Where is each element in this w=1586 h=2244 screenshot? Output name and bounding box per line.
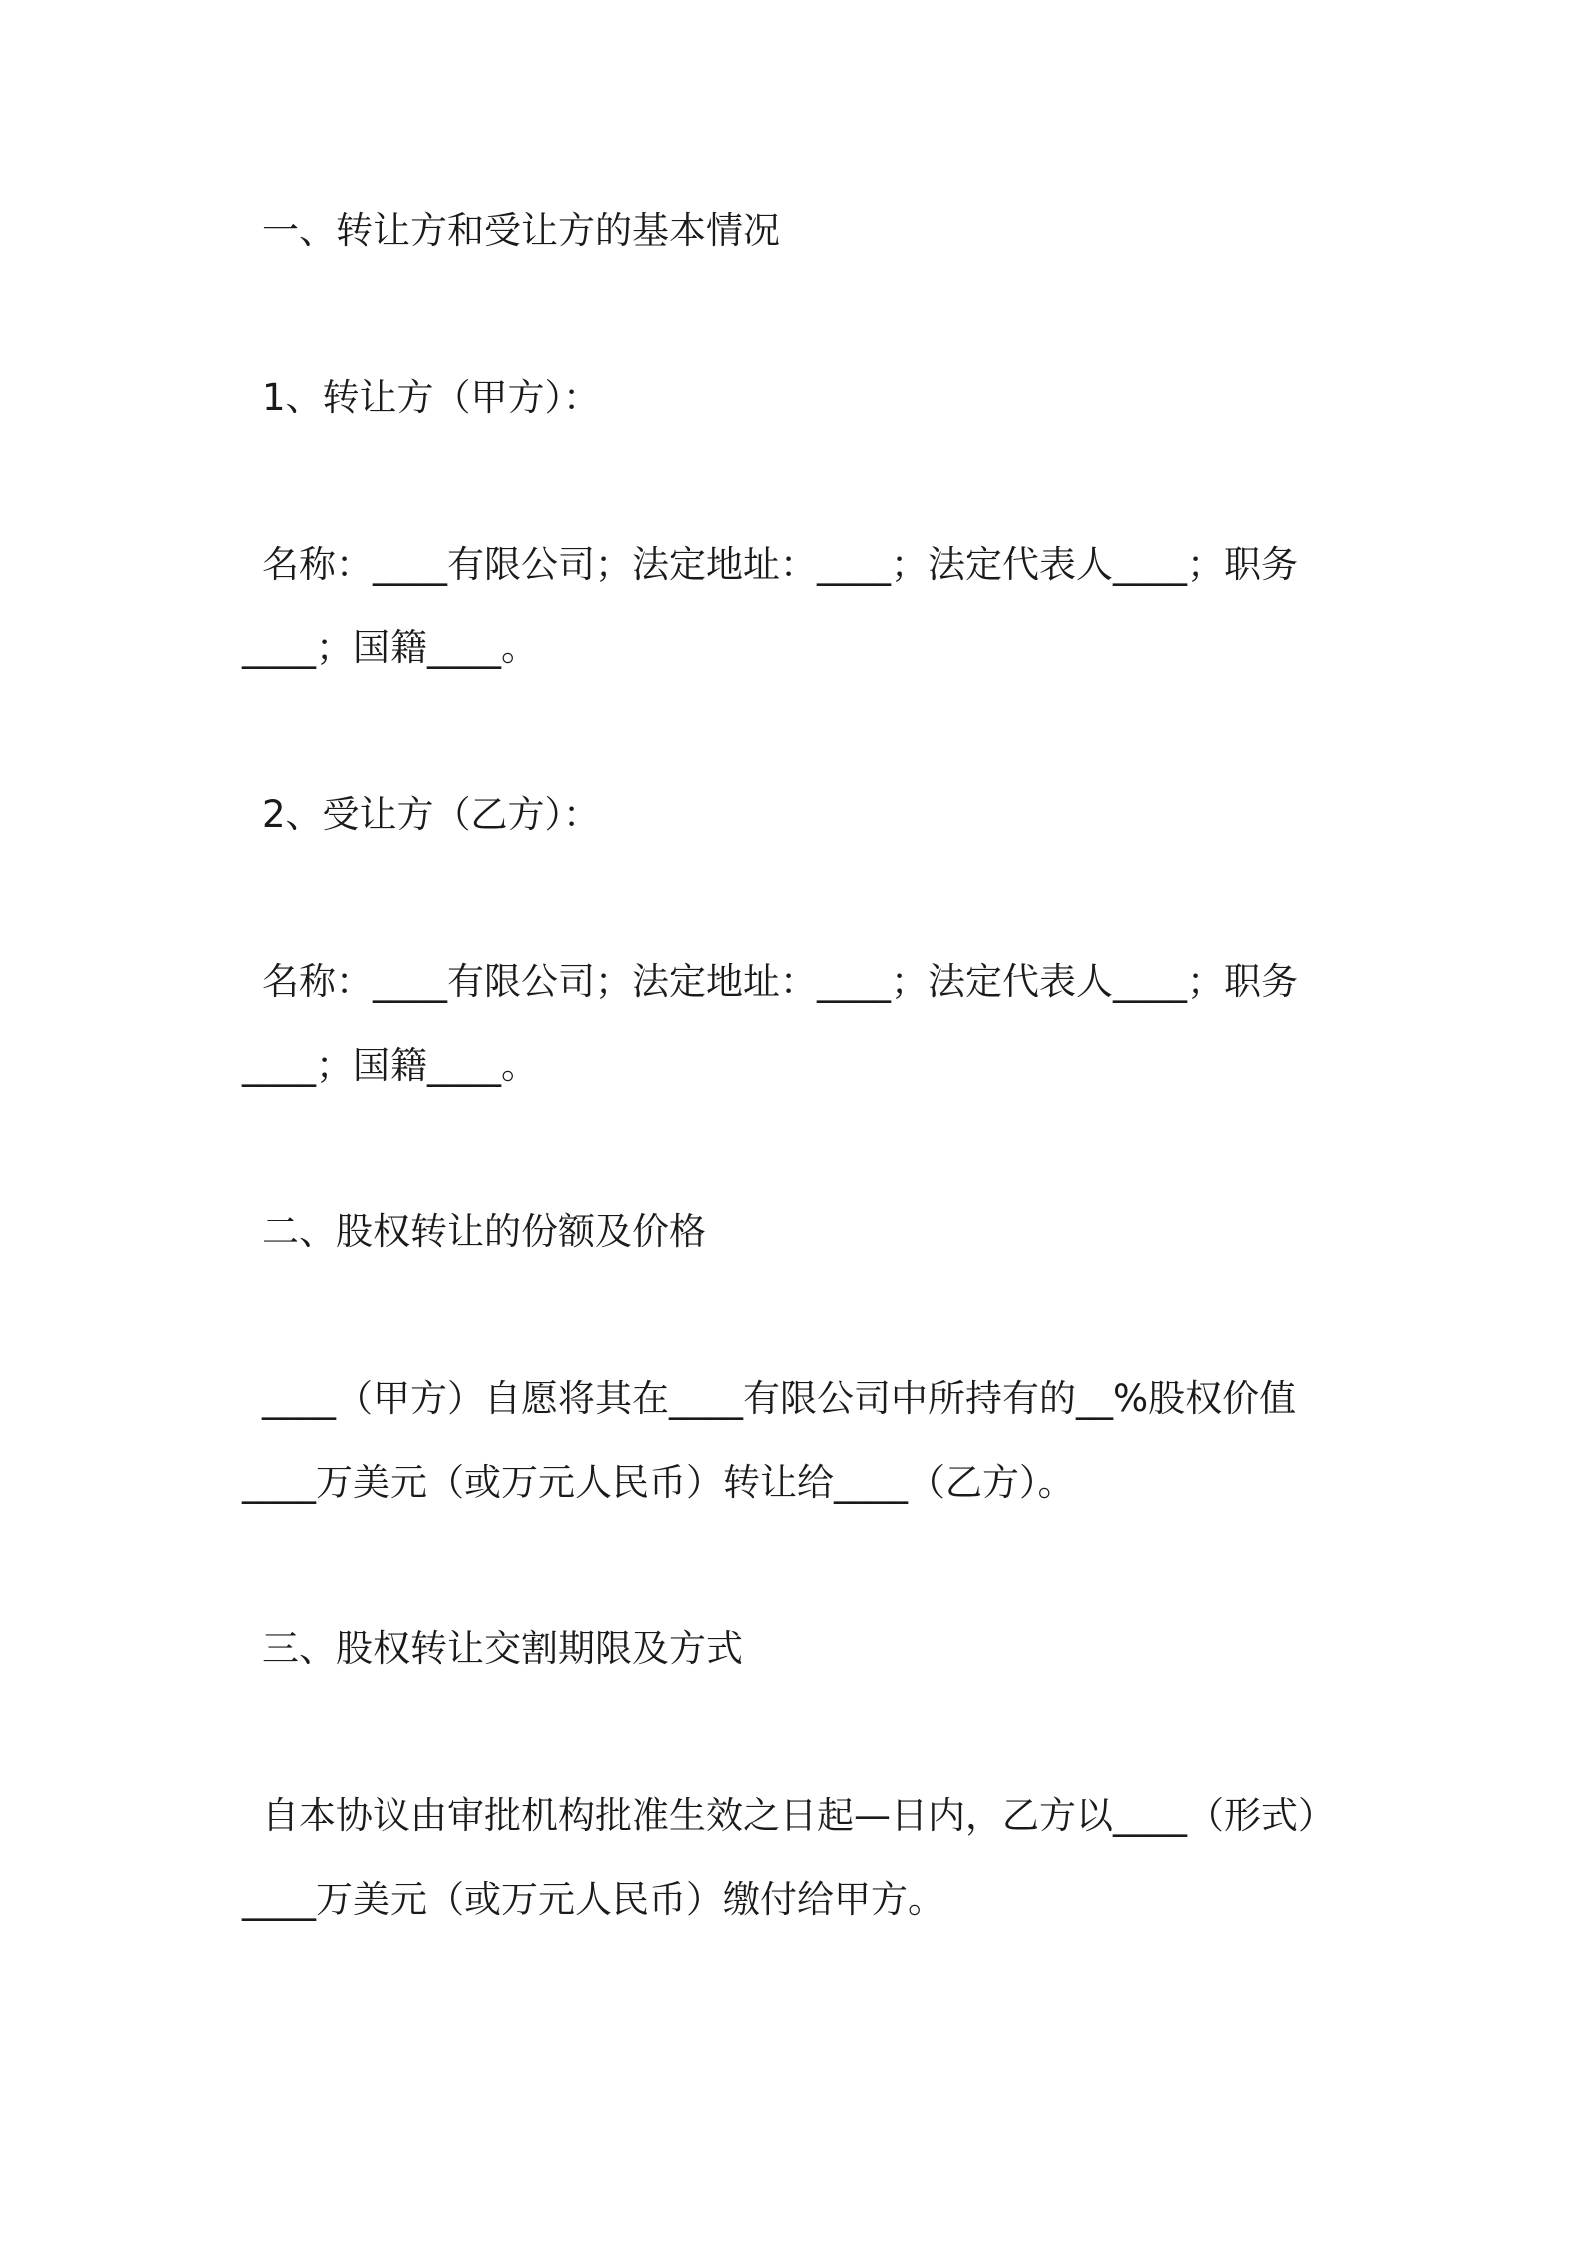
section-2-paragraph-line-1: ____（甲方）自愿将其在____有限公司中所持有的__%股权价值: [262, 1377, 1297, 1420]
party-b-details-line-2: ____；国籍____。: [242, 1044, 538, 1087]
section-3-heading: 三、股权转让交割期限及方式: [262, 1627, 743, 1670]
section-1-heading: 一、转让方和受让方的基本情况: [262, 209, 780, 252]
section-2-paragraph-line-2: ____万美元（或万元人民币）转让给____（乙方）。: [242, 1461, 1075, 1504]
section-2-heading: 二、股权转让的份额及价格: [262, 1210, 706, 1253]
party-a-details-line-2: ____；国籍____。: [242, 626, 538, 669]
party-b-label: 2、受让方（乙方）：: [262, 793, 601, 836]
party-a-details-line-1: 名称：____有限公司；法定地址：____；法定代表人____；职务: [262, 543, 1298, 586]
party-b-details-line-1: 名称：____有限公司；法定地址：____；法定代表人____；职务: [262, 960, 1298, 1003]
party-a-label: 1、转让方（甲方）：: [262, 376, 601, 419]
section-3-paragraph-line-1: 自本协议由审批机构批准生效之日起—日内，乙方以____（形式）: [262, 1794, 1335, 1837]
section-3-paragraph-line-2: ____万美元（或万元人民币）缴付给甲方。: [242, 1878, 945, 1921]
